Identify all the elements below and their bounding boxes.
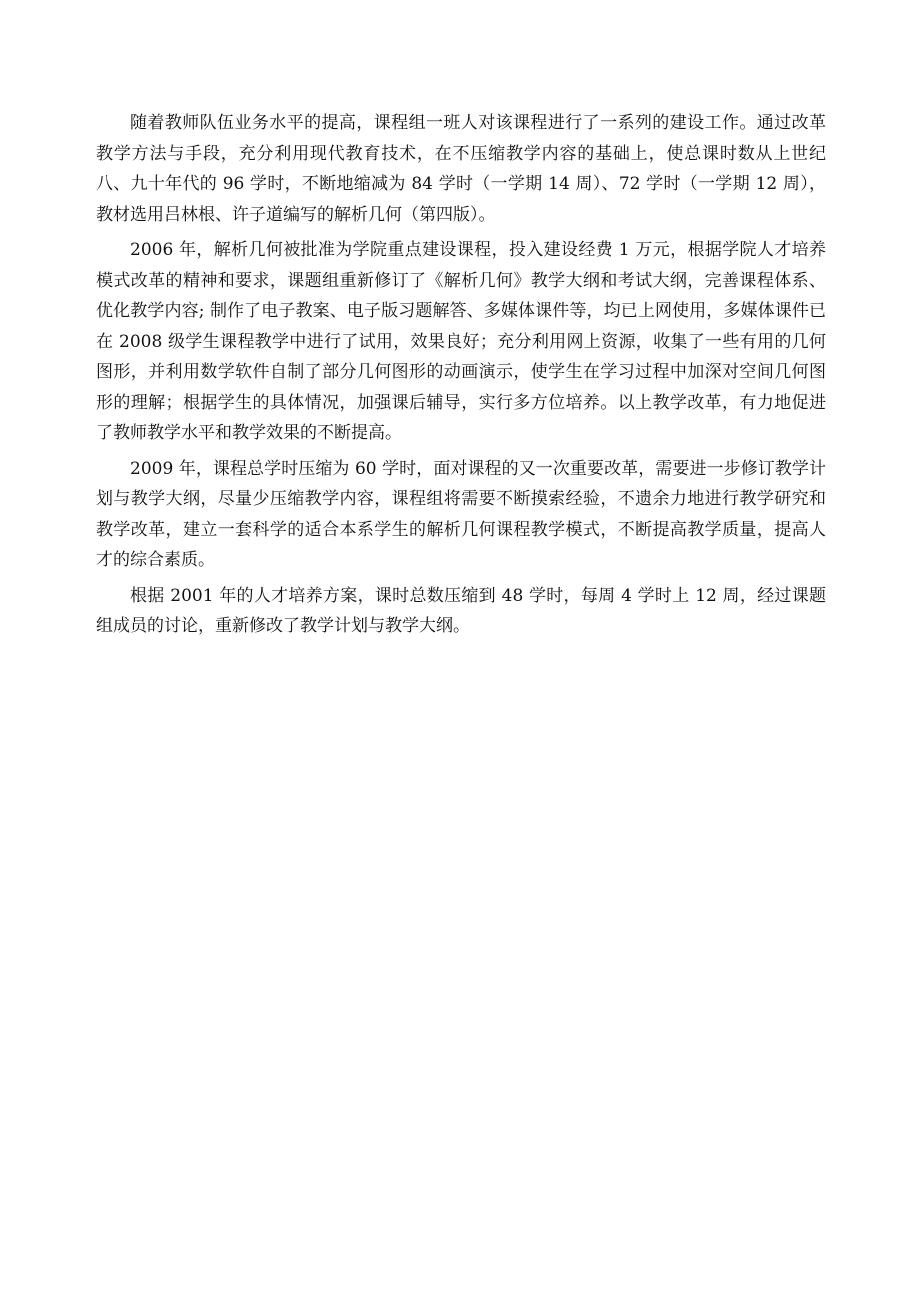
paragraph-course-construction: 随着教师队伍业务水平的提高，课程组一班人对该课程进行了一系列的建设工作。通过改革教学方法与手段，充分利用现代教育技术，在不压缩教学内容的基础上，使总课时数从上世纪八、九十年代的 96 学时，不断地缩减为 84 学时（一学期 14 周）、72 学时（一学期 12 周），教材选用吕林根、许子道编写的解析几何（第四版）。 (96, 113, 826, 225)
paragraph-2009-reform: 2009 年，课程总学时压缩为 60 学时，面对课程的又一次重要改革，需要进一步修订教学计划与教学大纲，尽量少压缩教学内容，课程组将需要不断摸索经验，不遗余力地进行教学研究和教学改革，建立一套科学的适合本系学生的解析几何课程教学模式，不断提高教学质量，提高人才的综合素质。 (96, 458, 826, 570)
document-body (96, 108, 826, 647)
paragraph-2006-key-course: 2006 年，解析几何被批准为学院重点建设课程，投入建设经费 1 万元，根据学院人才培养模式改革的精神和要求，课题组重新修订了《解析几何》教学大纲和考试大纲，完善课程体系、优化教学内容; 制作了电子教案、电子版习题解答、多媒体课件等，均已上网使用，多媒体课件已在 2008 级学生课程教学中进行了试用，效果良好；充分利用网上资源，收集了一些有用的几何图形，并利用数学软件自制了部分几何图形的动画演示，使学生在学习过程中加深对空间几何图形的理解；根据学生的具体情况，加强课后辅导，实行多方位培养。以上教学改革，有力地促进了教师教学水平和教学效果的不断提高。 (96, 240, 826, 443)
paragraph-2001-plan: 根据 2001 年的人才培养方案，课时总数压缩到 48 学时，每周 4 学时上 12 周，经过课题组成员的讨论，重新修改了教学计划与教学大纲。 (96, 585, 826, 636)
